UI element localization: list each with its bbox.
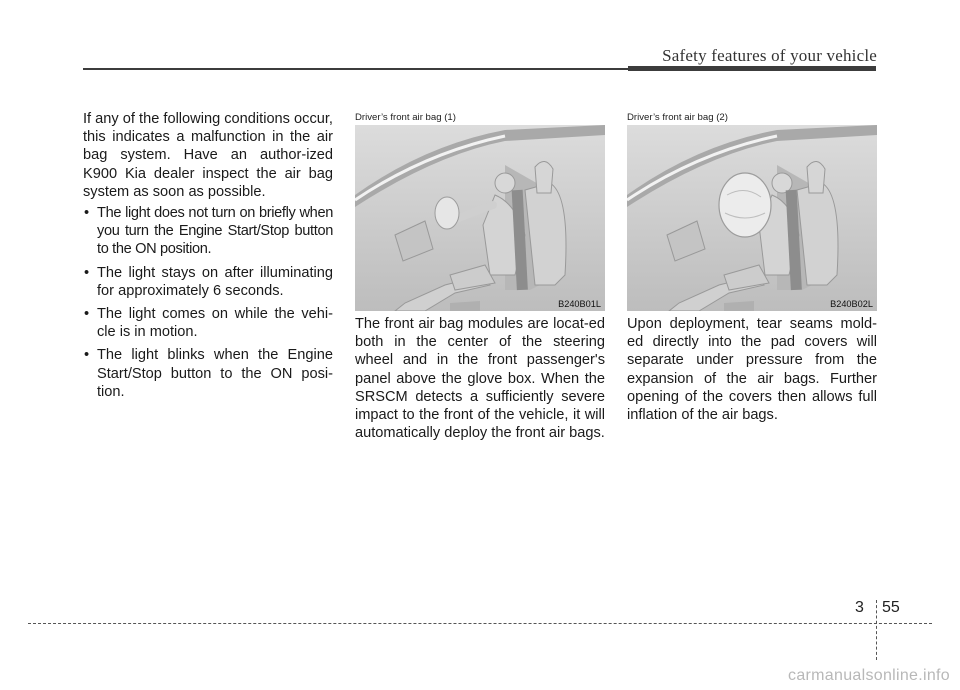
condition-list bbox=[83, 204, 333, 401]
figure-airbag-2 bbox=[627, 112, 877, 311]
intro-paragraph: If any of the following conditions occur, this indicates a malfunction in the air bag system. Have an author-ized K900 Kia dealer inspect the air bag system as soon as possible. bbox=[83, 111, 333, 200]
list-item: • The light blinks when the Engine Start/Stop button to the ON posi-tion. bbox=[83, 346, 333, 401]
right-column bbox=[627, 315, 877, 424]
airbag-location-paragraph: The front air bag modules are locat-ed both in the center of the steering wheel and in the front passenger's panel above the glove box. When the SRSCM detects a sufficiently severe impact to the front of the vehicle, it will automatically deploy the front air bags. bbox=[355, 316, 605, 442]
list-item: • The light does not turn on briefly when you turn the Engine Start/Stop button to the ON position. bbox=[83, 204, 333, 259]
header-rule-accent bbox=[628, 66, 876, 71]
left-column bbox=[83, 110, 333, 406]
list-item: • The light comes on while the vehi-cle is in motion. bbox=[83, 305, 333, 341]
page-header-title: Safety features of your vehicle bbox=[662, 46, 877, 65]
airbag-deployment-paragraph: Upon deployment, tear seams mold-ed directly into the pad covers will separate under pressure from the expansion of the air bags. Further opening of the covers then allows full inflation of the air bags. bbox=[627, 316, 877, 424]
airbag-illustration-2-svg bbox=[627, 125, 877, 311]
watermark: carmanualsonline.info bbox=[788, 667, 950, 684]
figure-code: B240B01L bbox=[558, 299, 601, 309]
footer-divider bbox=[876, 600, 877, 660]
airbag-illustration bbox=[627, 125, 877, 311]
middle-column bbox=[355, 315, 605, 442]
list-item: • The light stays on after illuminating for approximately 6 seconds. bbox=[83, 264, 333, 300]
figure-caption: Driver’s front air bag (2) bbox=[627, 112, 728, 123]
airbag-illustration-1-svg bbox=[355, 125, 605, 311]
figure-airbag-1 bbox=[355, 112, 605, 311]
figure-code: B240B02L bbox=[830, 299, 873, 309]
chapter-number: 3 bbox=[855, 599, 864, 616]
footer-rule bbox=[28, 623, 932, 624]
airbag-illustration bbox=[355, 125, 605, 311]
figure-caption: Driver’s front air bag (1) bbox=[355, 112, 456, 123]
page-number: 55 bbox=[882, 599, 900, 616]
